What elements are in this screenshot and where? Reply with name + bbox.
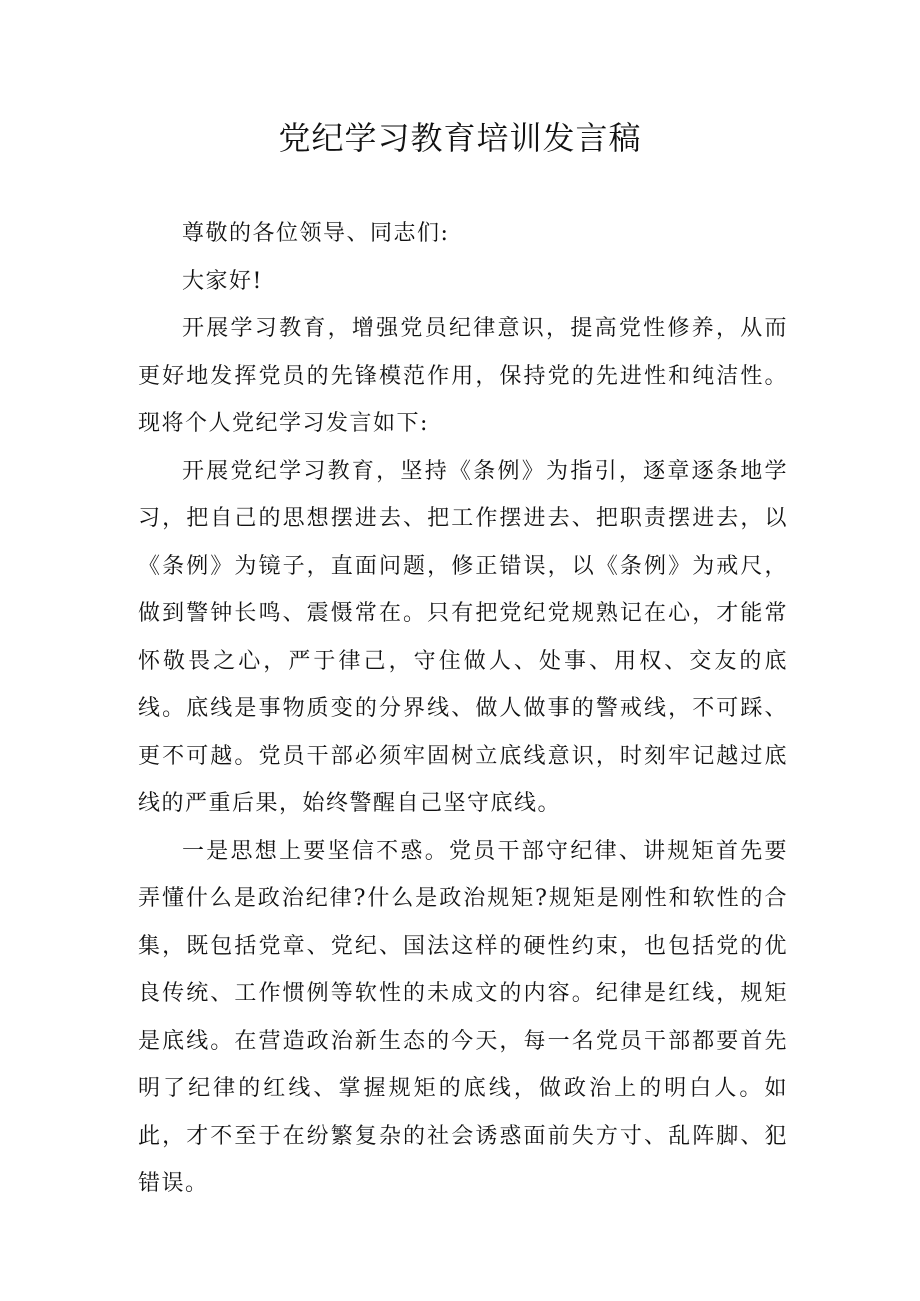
intro-paragraph: 开展学习教育，增强党员纪律意识，提高党性修养，从而更好地发挥党员的先锋模范作用，保持党的先进性和纯洁性。现将个人党纪学习发言如下:	[138, 316, 788, 436]
document-body	[138, 210, 788, 1208]
document-title: 党纪学习教育培训发言稿	[278, 119, 642, 157]
salutation: 尊敬的各位领导、同志们:	[182, 221, 450, 246]
body-paragraph-2: 一是思想上要坚信不惑。党员干部守纪律、讲规矩首先要弄懂什么是政治纪律?什么是政治规矩?规矩是刚性和软性的合集，既包括党章、党纪、国法这样的硬性约束，也包括党的优良传统、工作惯例等软性的未成文的内容。纪律是红线，规矩是底线。在营造政治新生态的今天，每一名党员干部都要首先明了纪律的红线、掌握规矩的底线，做政治上的明白人。如此，才不至于在纷繁复杂的社会诱惑面前失方寸、乱阵脚、犯错误。	[138, 838, 788, 1196]
greeting: 大家好!	[182, 268, 263, 294]
body-paragraph-1: 开展党纪学习教育，坚持《条例》为指引，逐章逐条地学习，把自己的思想摆进去、把工作摆进去、把职责摆进去，以《条例》为镜子，直面问题，修正错误，以《条例》为戒尺，做到警钟长鸣、震慑常在。只有把党纪党规熟记在心，才能常怀敬畏之心，严于律己，守住做人、处事、用权、交友的底线。底线是事物质变的分界线、做人做事的警戒线，不可踩、更不可越。党员干部必须牢固树立底线意识，时刻牢记越过底线的严重后果，始终警醒自己坚守底线。	[138, 458, 788, 816]
